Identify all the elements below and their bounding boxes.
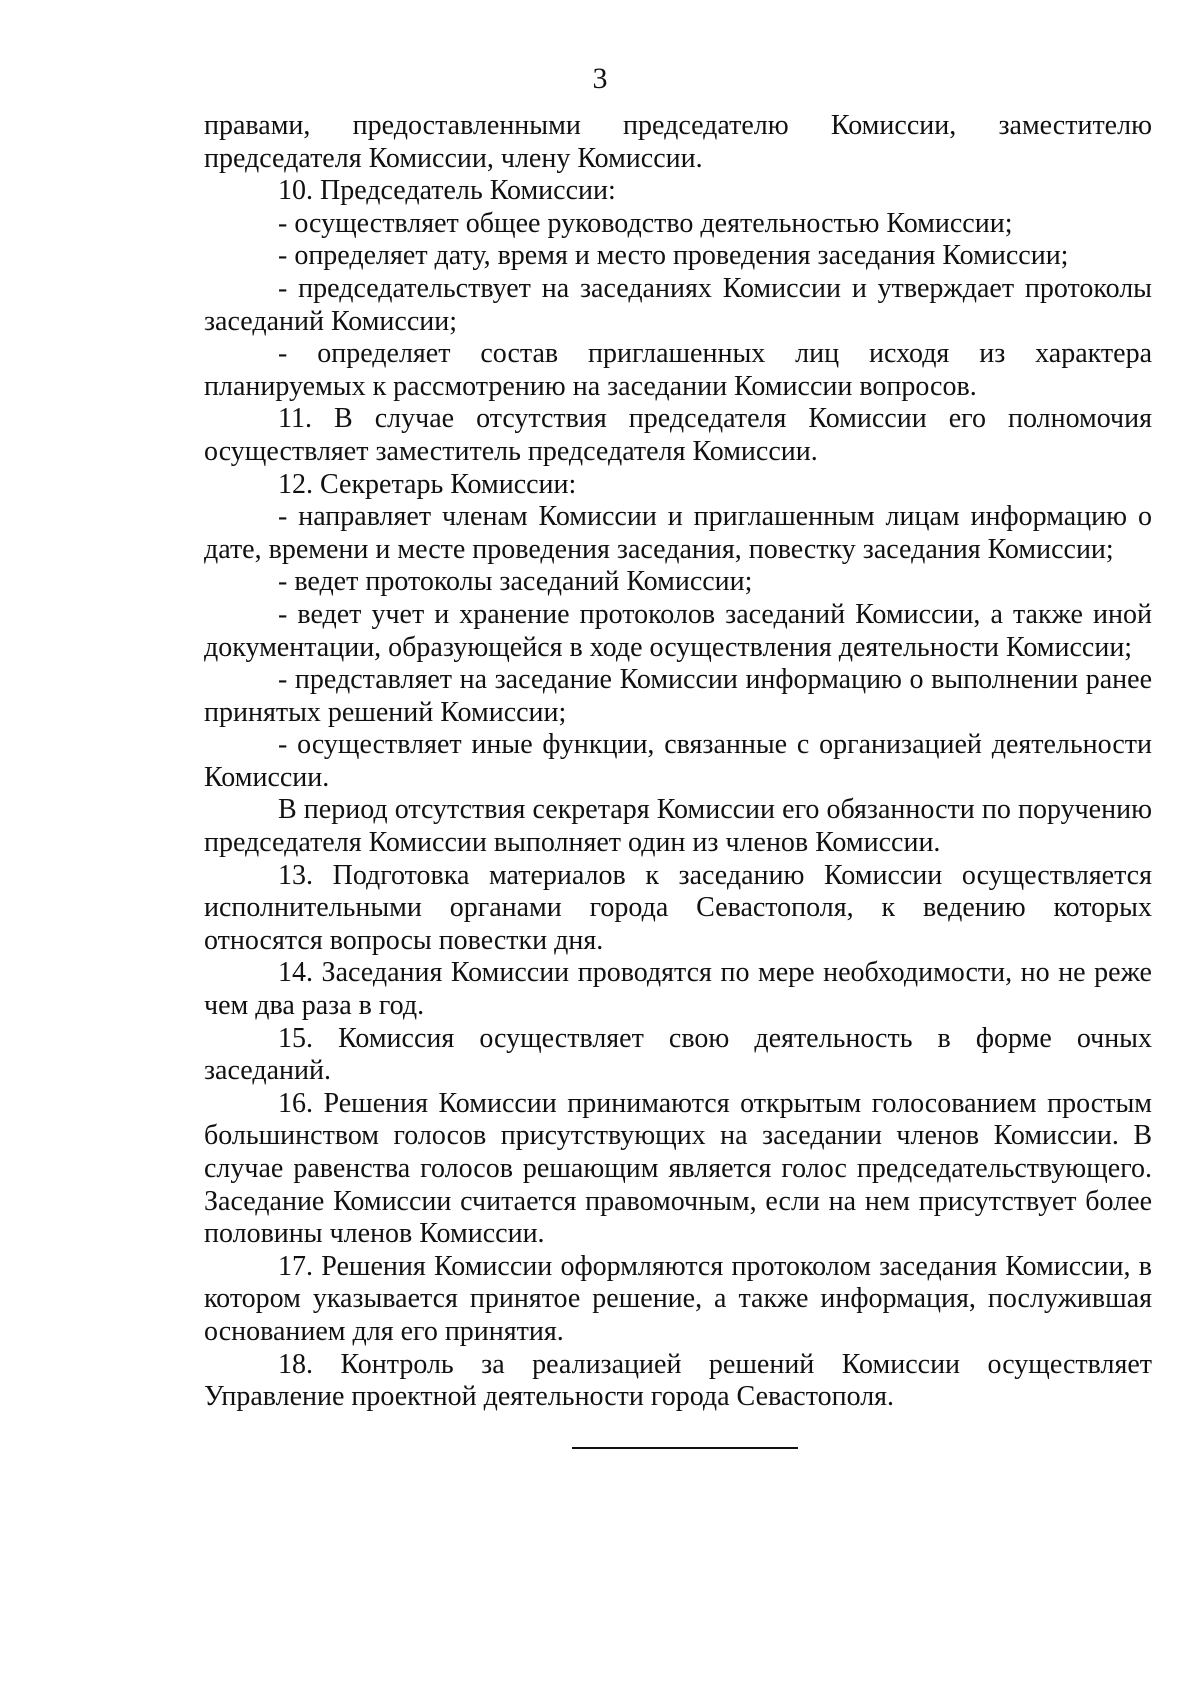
paragraph-item-18: 18. Контроль за реализацией решений Комиссии осуществляет Управление проектной деятельности города Севастополя. — [204, 1348, 1152, 1413]
paragraph-item-15: 15. Комиссия осуществляет свою деятельность в форме очных заседаний. — [204, 1022, 1152, 1087]
paragraph-item-16: 16. Решения Комиссии принимаются открытым голосованием простым большинством голосов присутствующих на заседании членов Комиссии. В случае равенства голосов решающим является голос председательствующего. Заседание Комиссии считается правомочным, если на нем присутствует более половины членов Комиссии. — [204, 1087, 1152, 1250]
paragraph-secretary-duty: - ведет протоколы заседаний Комиссии; — [278, 566, 753, 598]
paragraph-secretary-duty: - представляет на заседание Комиссии информацию о выполнении ранее принятых решений Комиссии; — [204, 664, 1152, 728]
paragraph-chair-duty: - осуществляет общее руководство деятельностью Комиссии; — [278, 207, 1013, 239]
paragraph-item-12-heading: 12. Секретарь Комиссии: — [278, 468, 577, 500]
paragraph-secretary-duty: - ведет учет и хранение протоколов заседаний Комиссии, а также иной документации, образующейся в ходе осуществления деятельности Комиссии; — [204, 598, 1152, 663]
paragraph-chair-duty: - определяет состав приглашенных лиц исходя из характера планируемых к рассмотрению на заседании Комиссии вопросов. — [204, 338, 1152, 402]
end-of-document-rule — [572, 1447, 798, 1449]
paragraph-chair-duty: - председательствует на заседаниях Комиссии и утверждает протоколы заседаний Комиссии; — [204, 272, 1152, 337]
paragraph-secretary-duty: - осуществляет иные функции, связанные с организацией деятельности Комиссии. — [204, 729, 1152, 793]
paragraph-item-13: 13. Подготовка материалов к заседанию Комиссии осуществляется исполнительными органами города Севастополя, к ведению которых относятся вопросы повестки дня. — [204, 859, 1152, 956]
paragraph-item-17: 17. Решения Комиссии оформляются протоколом заседания Комиссии, в котором указывается принятое решение, а также информация, послужившая основанием для его принятия. — [204, 1250, 1152, 1347]
paragraph-item-11: 11. В случае отсутствия председателя Комиссии его полномочия осуществляет заместитель председателя Комиссии. — [204, 403, 1152, 467]
paragraph-continuation: правами, предоставленными председателю Комиссии, заместителю председателя Комиссии, члену Комиссии. — [204, 110, 1152, 174]
page-number: 3 — [592, 62, 608, 95]
paragraph-item-10-heading: 10. Председатель Комиссии: — [278, 175, 616, 207]
paragraph-chair-duty: - определяет дату, время и место проведения заседания Комиссии; — [278, 240, 1069, 272]
paragraph-secretary-duty: - направляет членам Комиссии и приглашенным лицам информацию о дате, времени и месте проведения заседания, повестку заседания Комиссии; — [204, 501, 1152, 565]
paragraph-item-14: 14. Заседания Комиссии проводятся по мере необходимости, но не реже чем два раза в год. — [204, 957, 1152, 1022]
document-body — [204, 110, 1152, 1414]
paragraph-secretary-absence: В период отсутствия секретаря Комиссии его обязанности по поручению председателя Комиссии выполняет один из членов Комиссии. — [204, 794, 1152, 859]
